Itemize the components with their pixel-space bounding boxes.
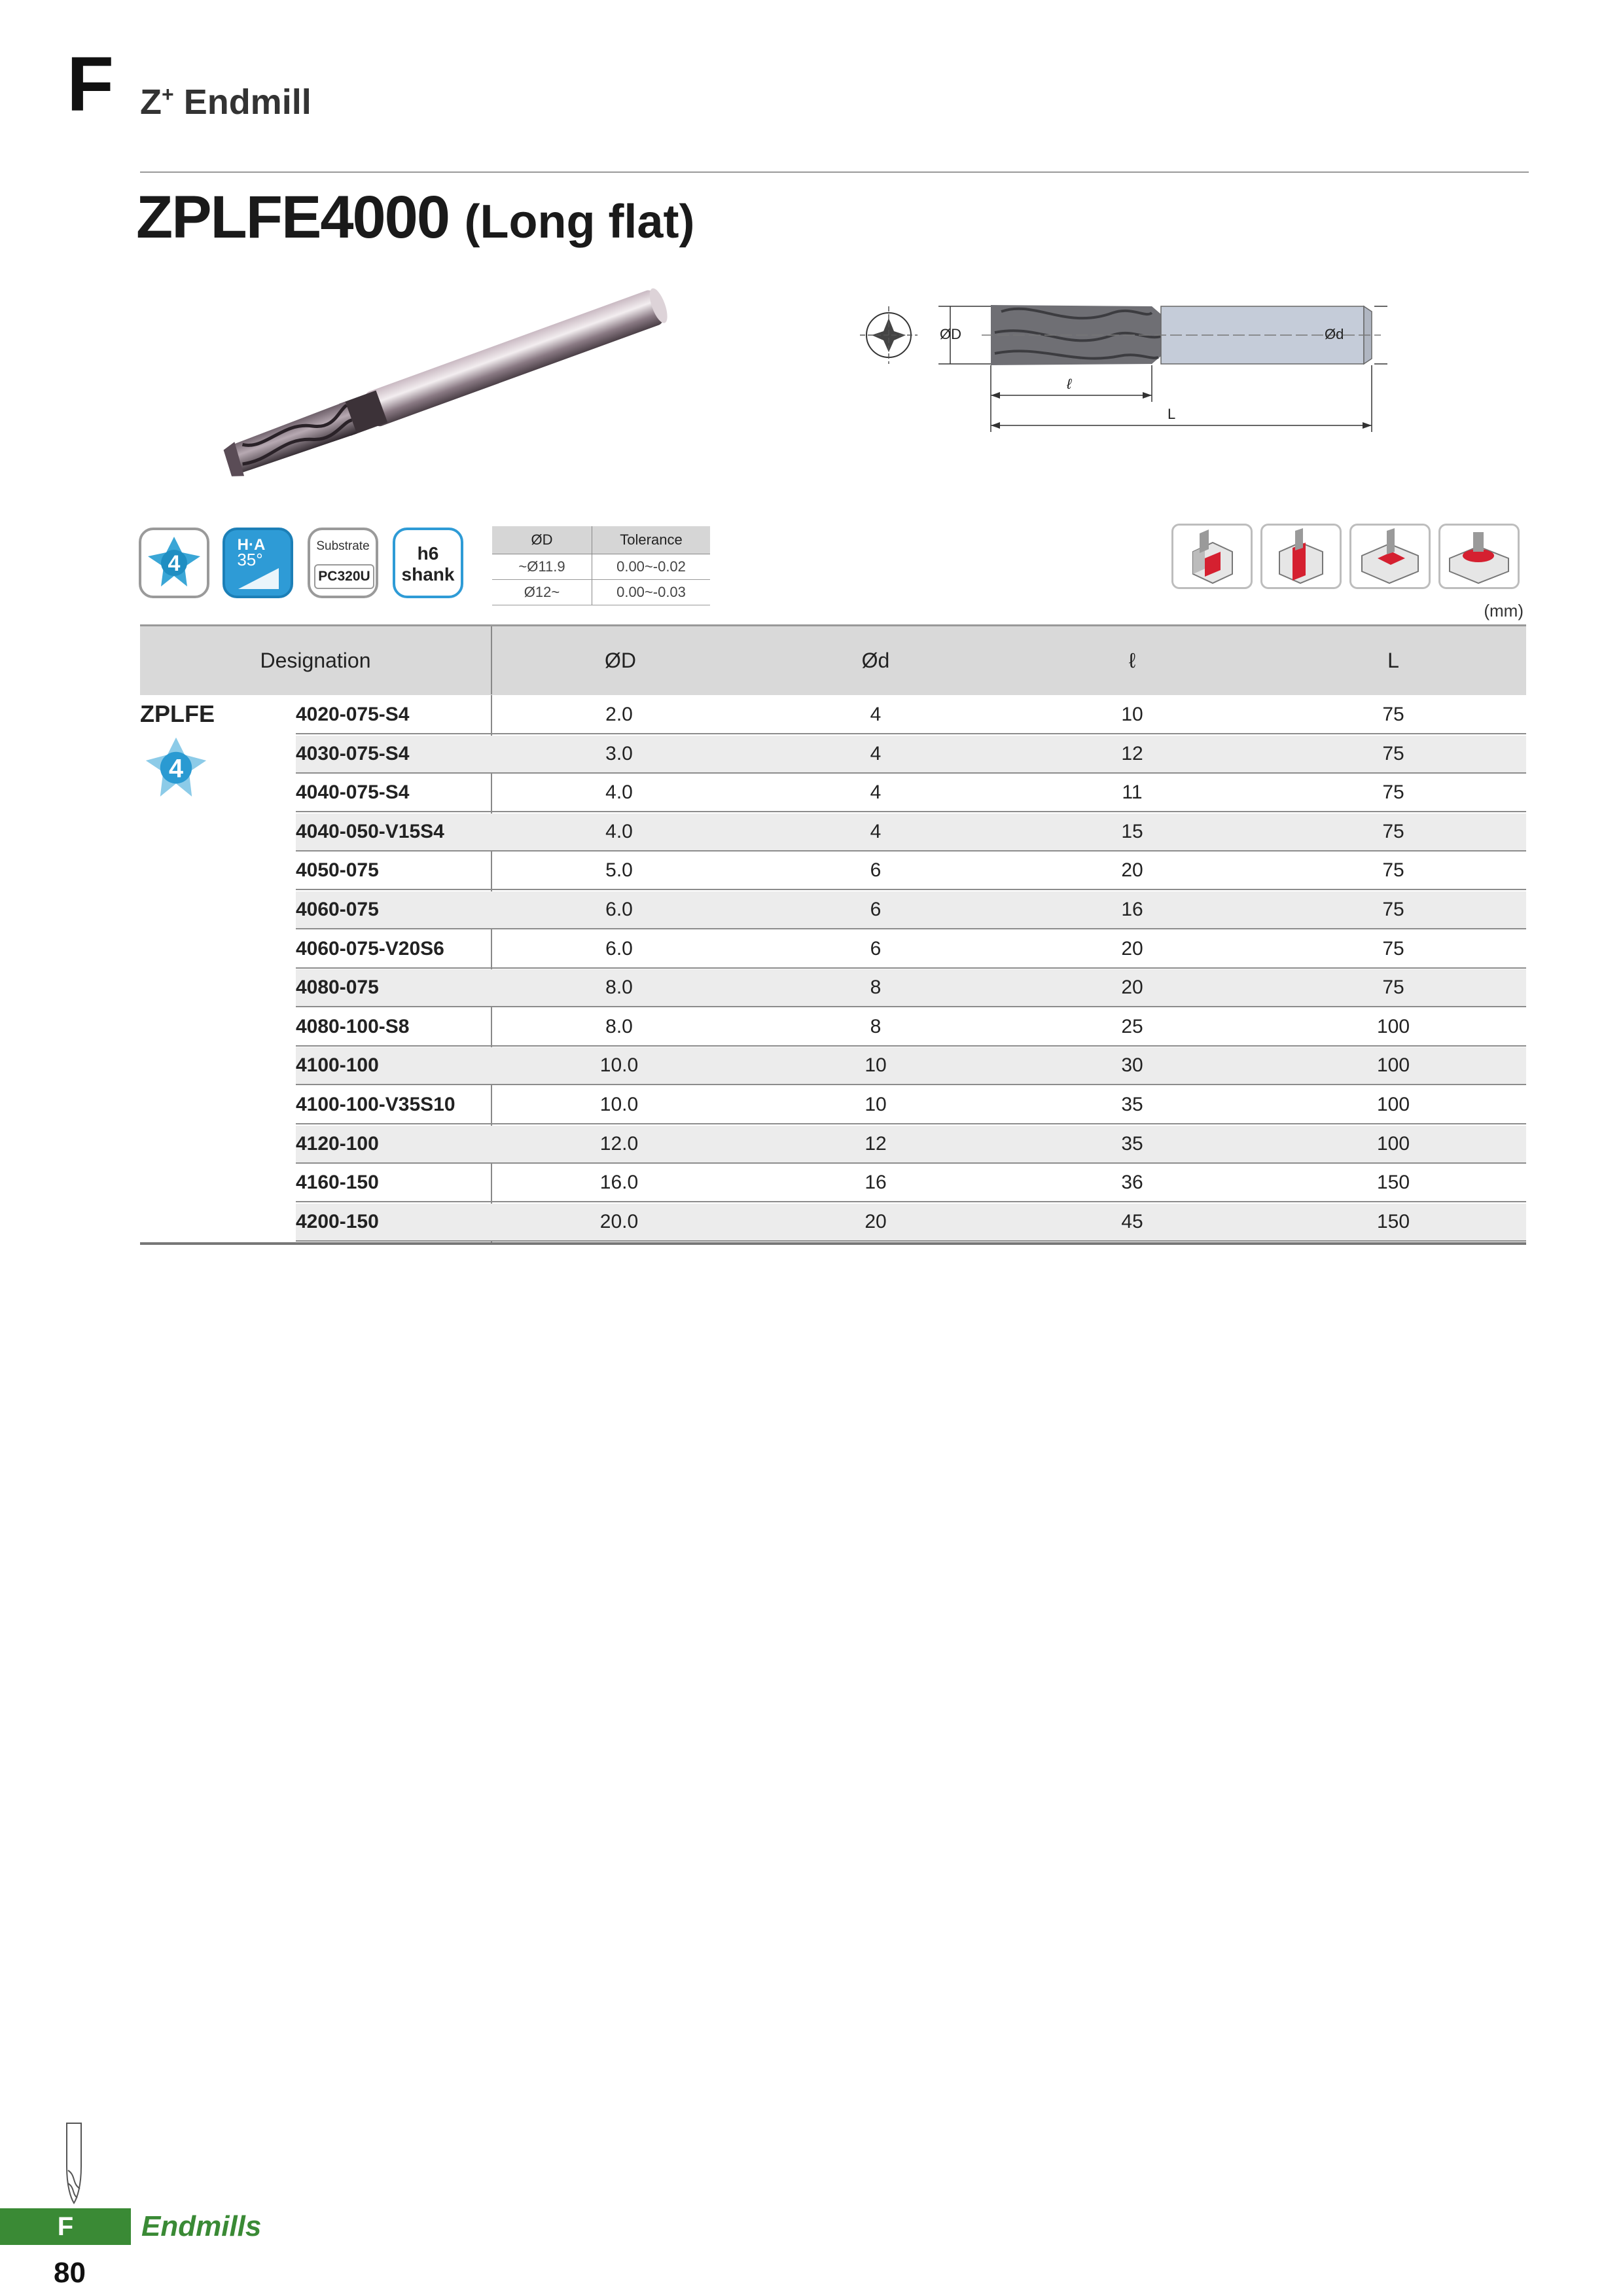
value-cell-L: 75 — [1382, 704, 1404, 725]
four-flute-icon — [141, 530, 207, 596]
value-cell-l: 16 — [1121, 899, 1143, 920]
designation-cell: 4080-100-S8 — [296, 1015, 410, 1037]
value-cell-L: 75 — [1382, 820, 1404, 842]
value-cell-d: 12 — [865, 1132, 887, 1155]
value-cell-d: 8 — [870, 977, 882, 999]
table-row — [296, 736, 1526, 774]
designation-cell: 4050-075 — [296, 859, 379, 882]
value-cell-D: 6.0 — [605, 899, 633, 920]
value-cell-d: 6 — [870, 899, 882, 920]
table-row — [296, 891, 1526, 929]
substrate-label: Substrate — [316, 539, 370, 553]
table-row — [296, 1126, 1526, 1164]
table-row — [296, 1204, 1526, 1242]
footer-tab: F — [0, 2208, 131, 2245]
value-cell-l: 11 — [1122, 781, 1143, 804]
label-D: ØD — [940, 326, 961, 342]
table-row — [296, 814, 1526, 852]
endmill-outline-icon — [58, 2121, 90, 2206]
value-cell-l: 25 — [1121, 1015, 1143, 1037]
value-cell-D: 4.0 — [605, 781, 633, 804]
value-cell-d: 4 — [870, 820, 882, 842]
value-cell-D: 8.0 — [605, 1015, 633, 1037]
value-cell-l: 12 — [1121, 742, 1143, 764]
value-cell-L: 100 — [1376, 1054, 1410, 1077]
value-cell-D: 16.0 — [599, 1172, 639, 1194]
designation-cell: 4200-150 — [296, 1210, 379, 1232]
value-cell-L: 100 — [1376, 1094, 1410, 1115]
four-flute-icon — [140, 732, 212, 804]
tolerance-table — [492, 526, 710, 605]
unit-label: (mm) — [1484, 601, 1524, 620]
designation-cell: 4100-100-V35S10 — [296, 1094, 455, 1115]
value-cell-d: 4 — [870, 742, 882, 764]
label-L: L — [1168, 406, 1176, 422]
table-row — [296, 1086, 1526, 1124]
value-cell-D: 10.0 — [599, 1054, 639, 1077]
value-cell-l: 20 — [1121, 937, 1143, 960]
value-cell-d: 8 — [870, 1015, 882, 1037]
face-milling-icon — [1438, 524, 1520, 589]
value-cell-L: 75 — [1382, 899, 1404, 920]
value-cell-L: 150 — [1376, 1210, 1410, 1232]
helix-angle-badge — [223, 528, 293, 598]
table-row — [296, 931, 1526, 969]
helix-angle-icon — [225, 530, 291, 596]
value-cell-l: 15 — [1121, 820, 1143, 842]
designation-cell: 4040-050-V15S4 — [296, 820, 444, 842]
tolerance-header-D: ØD — [492, 526, 592, 554]
label-d: Ød — [1325, 326, 1344, 342]
table-bottom-rule — [140, 1242, 1526, 1245]
designation-cell: 4020-075-S4 — [296, 704, 410, 725]
value-cell-l: 35 — [1121, 1094, 1143, 1115]
value-cell-D: 2.0 — [605, 704, 633, 725]
value-cell-l: 10 — [1121, 704, 1143, 725]
value-cell-d: 10 — [865, 1094, 887, 1115]
table-row — [296, 696, 1526, 734]
designation-cell: 4060-075-V20S6 — [296, 937, 444, 960]
value-cell-l: 30 — [1121, 1054, 1143, 1077]
designation-cell: 4100-100 — [296, 1054, 379, 1077]
value-cell-l: 45 — [1121, 1210, 1143, 1232]
table-row — [296, 1009, 1526, 1047]
dimension-drawing — [851, 280, 1387, 437]
designation-cell: 4060-075 — [296, 899, 379, 920]
value-cell-L: 75 — [1382, 859, 1404, 882]
table-row — [296, 852, 1526, 890]
designation-cell: 4160-150 — [296, 1172, 379, 1194]
value-cell-L: 100 — [1376, 1132, 1410, 1155]
product-code: ZPLFE4000 — [136, 184, 449, 251]
section-letter: F — [67, 41, 115, 128]
header-divider — [140, 171, 1529, 173]
header-L: L — [1387, 649, 1399, 672]
value-cell-l: 36 — [1121, 1172, 1143, 1194]
pocket-milling-icon — [1349, 524, 1431, 589]
header-D: ØD — [491, 626, 749, 694]
page-number: 80 — [54, 2257, 86, 2289]
value-cell-d: 20 — [865, 1210, 887, 1232]
shank-tolerance-badge — [393, 528, 463, 598]
value-cell-d: 6 — [870, 859, 882, 882]
header-l: ℓ — [1128, 649, 1136, 672]
value-cell-d: 10 — [865, 1054, 887, 1077]
endmill-photo — [196, 288, 687, 491]
table-header — [140, 624, 1526, 695]
value-cell-l: 20 — [1121, 977, 1143, 999]
value-cell-d: 16 — [865, 1172, 887, 1194]
value-cell-d: 4 — [870, 781, 882, 804]
table-row — [296, 1047, 1526, 1085]
label-l: ℓ — [1067, 376, 1072, 392]
value-cell-L: 75 — [1382, 781, 1404, 804]
value-cell-D: 4.0 — [605, 820, 633, 842]
svg-text:35°: 35° — [237, 550, 263, 569]
value-cell-d: 6 — [870, 937, 882, 960]
footer-category: Endmills — [141, 2210, 262, 2242]
value-cell-l: 35 — [1121, 1132, 1143, 1155]
header-d: Ød — [861, 649, 890, 672]
svg-text:4: 4 — [168, 754, 184, 783]
value-cell-L: 75 — [1382, 937, 1404, 960]
value-cell-D: 10.0 — [599, 1094, 639, 1115]
table-row — [296, 1164, 1526, 1202]
shank-label: shank — [401, 564, 455, 584]
value-cell-L: 100 — [1376, 1015, 1410, 1037]
tolerance-header-tolerance: Tolerance — [592, 526, 711, 554]
product-title — [136, 185, 694, 251]
value-cell-d: 4 — [870, 704, 882, 725]
designation-cell: 4040-075-S4 — [296, 781, 410, 804]
substrate-badge — [308, 528, 378, 598]
designation-cell: 4080-075 — [296, 977, 379, 999]
value-cell-D: 12.0 — [599, 1132, 639, 1155]
svg-text:H·A: H·A — [237, 536, 266, 554]
designation-cell: 4030-075-S4 — [296, 742, 410, 764]
section-title: Z+ Endmill — [140, 82, 312, 122]
svg-text:4: 4 — [168, 551, 181, 576]
value-cell-D: 8.0 — [605, 977, 633, 999]
value-cell-D: 3.0 — [605, 742, 633, 764]
value-cell-L: 75 — [1382, 977, 1404, 999]
value-cell-L: 150 — [1376, 1172, 1410, 1194]
value-cell-l: 20 — [1121, 859, 1143, 882]
substrate-value: PC320U — [314, 564, 374, 589]
value-cell-D: 5.0 — [605, 859, 633, 882]
header-designation: Designation — [260, 649, 371, 672]
shank-grade: h6 — [417, 543, 439, 564]
table-row — [296, 969, 1526, 1007]
value-cell-D: 6.0 — [605, 937, 633, 960]
value-cell-L: 75 — [1382, 742, 1404, 764]
tolerance-row: Ø12~ 0.00~-0.03 — [492, 580, 710, 605]
tolerance-row: ~Ø11.9 0.00~-0.02 — [492, 554, 710, 580]
table-row — [296, 774, 1526, 812]
series-name: ZPLFE — [140, 700, 215, 727]
product-variant: (Long flat) — [464, 196, 695, 248]
value-cell-D: 20.0 — [599, 1210, 639, 1232]
shoulder-milling-icon — [1171, 524, 1253, 589]
flute-count-badge — [139, 528, 209, 598]
designation-cell: 4120-100 — [296, 1132, 379, 1155]
slotting-icon — [1260, 524, 1342, 589]
